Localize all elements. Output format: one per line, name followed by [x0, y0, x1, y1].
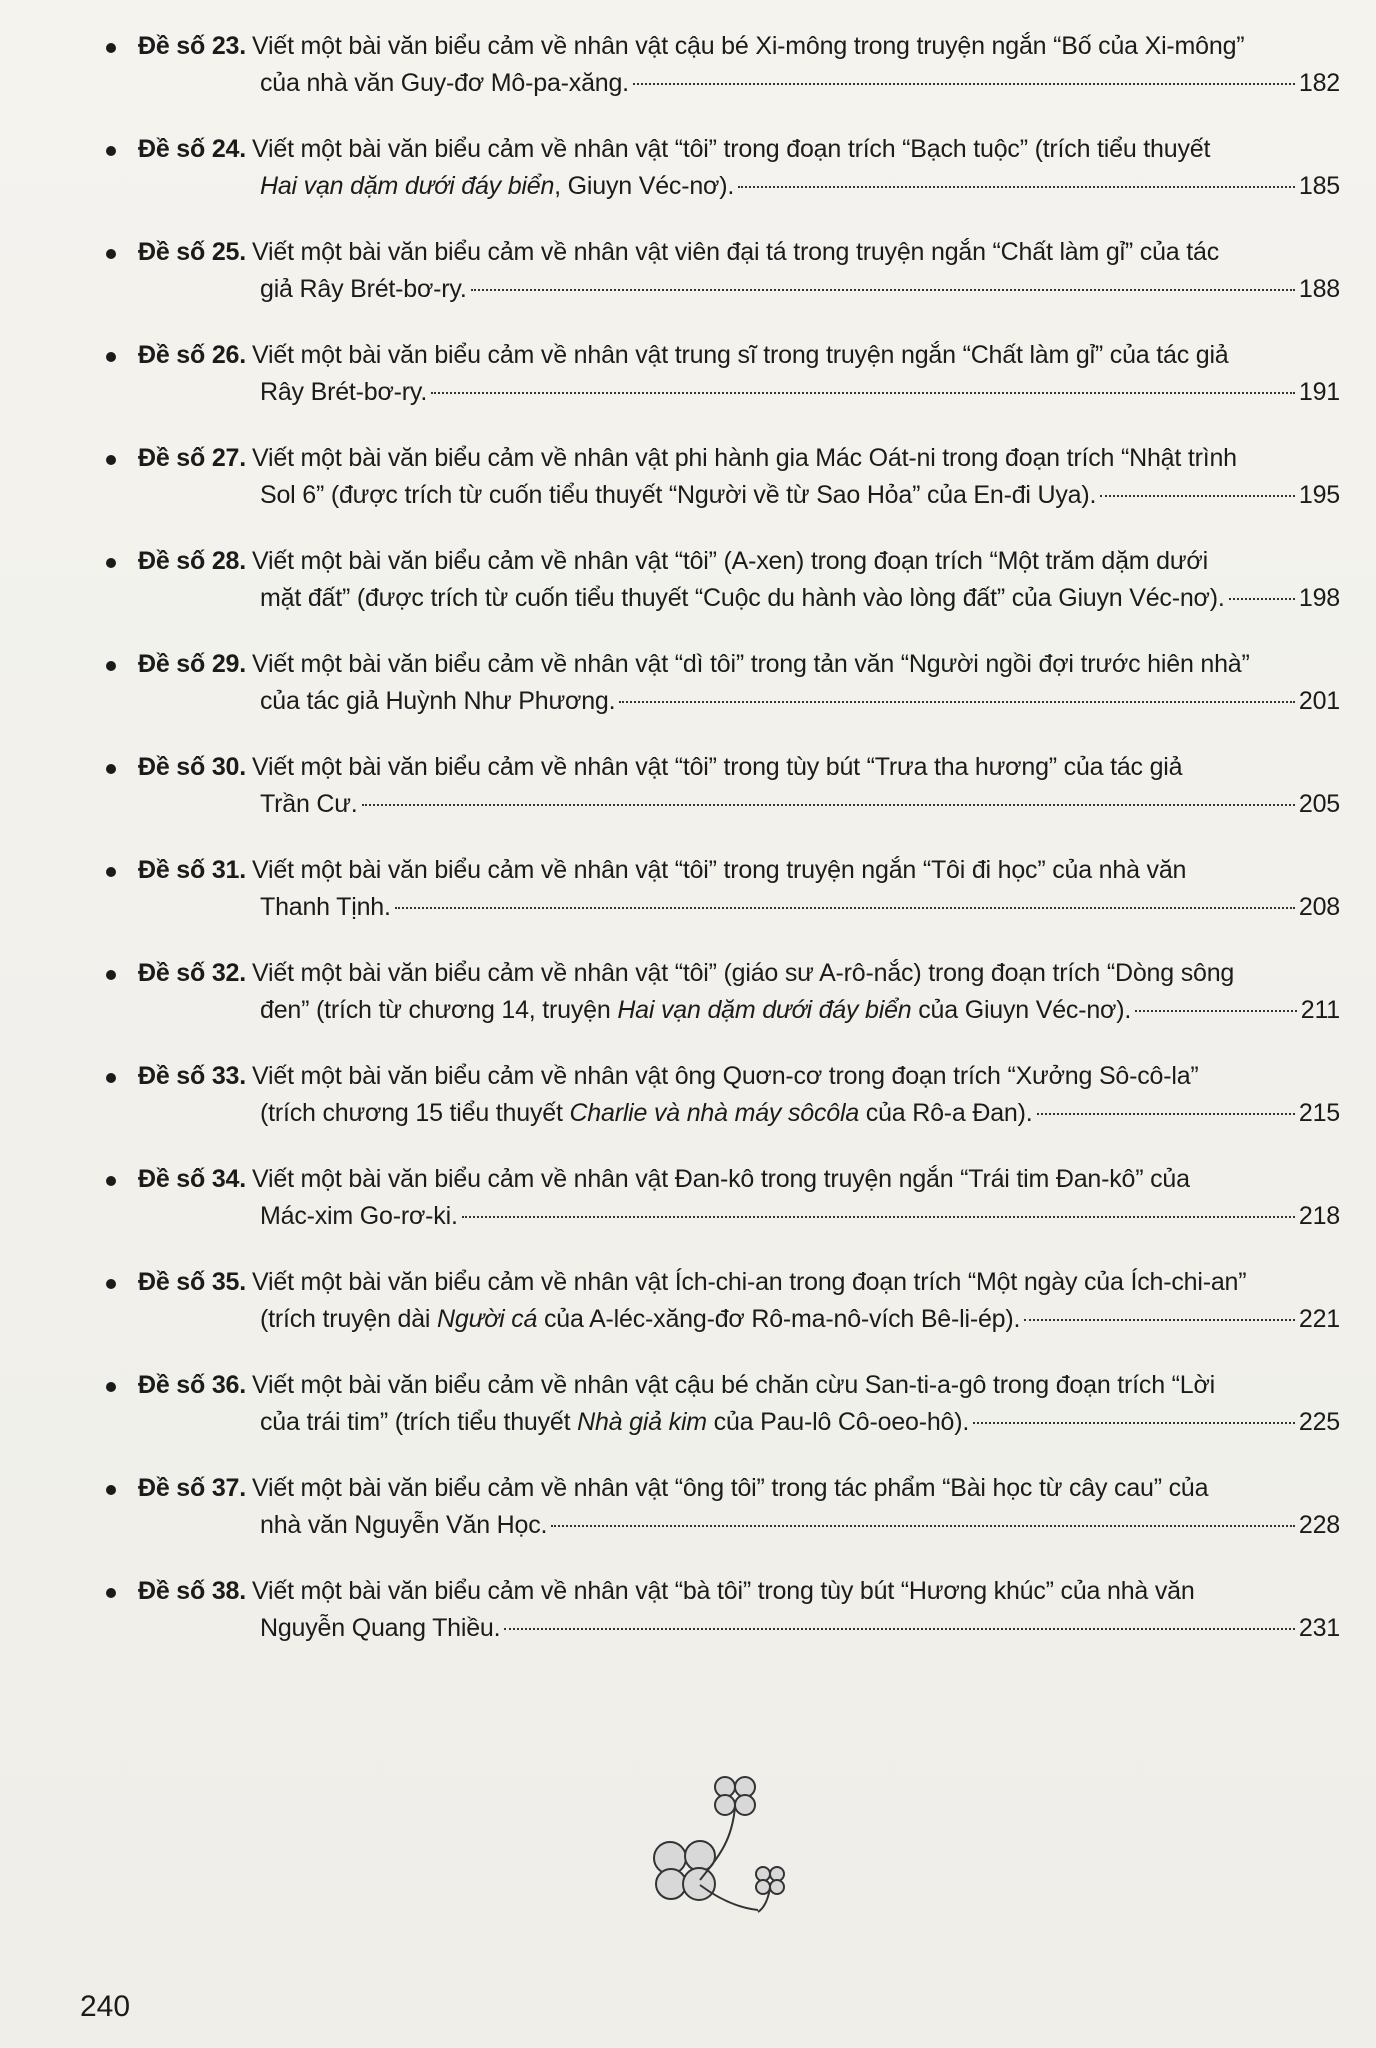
entry-continuation-pre: mặt đất” (được trích từ cuốn tiểu thuyết “Cuộc du hành vào lòng đất” của Giuyn Véc-nơ).: [260, 584, 1225, 612]
entry-page-number: 191: [1298, 378, 1340, 406]
entry-text: Viết một bài văn biểu cảm về nhân vật Ích-chi-an trong đoạn trích “Một ngày của Ích-chi-an”: [251, 1268, 1247, 1296]
entry-continuation: [260, 580, 1225, 617]
entry-title-line: [138, 543, 1340, 580]
entry-label: Đề số 23.: [138, 32, 246, 60]
entry-label: Đề số 26.: [138, 341, 246, 369]
entry-continuation: [260, 786, 358, 823]
entry-text: Viết một bài văn biểu cảm về nhân vật “dì tôi” trong tản văn “Người ngồi đợi trước hiên nhà”: [251, 650, 1250, 678]
entry-continuation-pre: (trích truyện dài: [260, 1305, 438, 1333]
toc-entry: [100, 543, 1340, 617]
entry-title-line: [138, 646, 1340, 683]
entry-work-title: Người cá: [437, 1305, 538, 1333]
entry-continuation-pre: Nguyễn Quang Thiều.: [260, 1614, 501, 1642]
dot-leader: [504, 1628, 1295, 1630]
toc-entry: [100, 234, 1340, 308]
entry-continuation: [260, 683, 615, 720]
table-of-contents: [100, 28, 1340, 1676]
entry-text: Viết một bài văn biểu cảm về nhân vật cậu bé chăn cừu San-ti-a-gô trong đoạn trích “Lời: [251, 1371, 1216, 1399]
bullet-icon: [106, 764, 116, 774]
entry-continuation-line: [138, 1095, 1340, 1132]
entry-continuation: [260, 65, 629, 102]
entry-page-number: 225: [1298, 1408, 1340, 1436]
toc-entry: [100, 337, 1340, 411]
dot-leader: [431, 392, 1295, 394]
entry-title-line: [138, 440, 1340, 477]
entry-page-number: 208: [1298, 893, 1340, 921]
bullet-icon: [106, 867, 116, 877]
entry-continuation-line: [138, 374, 1340, 411]
entry-label: Đề số 38.: [138, 1577, 246, 1605]
entry-continuation-line: [138, 889, 1340, 926]
entry-continuation-line: [138, 1610, 1340, 1647]
entry-label: Đề số 34.: [138, 1165, 246, 1193]
entry-text: Viết một bài văn biểu cảm về nhân vật “ông tôi” trong tác phẩm “Bài học từ cây cau” của: [251, 1474, 1209, 1502]
entry-page-number: 195: [1298, 481, 1340, 509]
entry-continuation-pre: của nhà văn Guy-đơ Mô-pa-xăng.: [260, 69, 629, 97]
entry-continuation-pre: Trần Cư.: [260, 790, 358, 818]
entry-continuation-line: [138, 683, 1340, 720]
bullet-icon: [106, 43, 116, 53]
entry-continuation-post: , Giuyn Véc-nơ).: [554, 172, 735, 200]
bullet-icon: [106, 352, 116, 362]
entry-title-line: [138, 1161, 1340, 1198]
entry-page-number: 218: [1298, 1202, 1340, 1230]
entry-continuation-pre: (trích chương 15 tiểu thuyết: [260, 1099, 570, 1127]
entry-label: Đề số 35.: [138, 1268, 246, 1296]
entry-page-number: 182: [1298, 69, 1340, 97]
dot-leader: [1037, 1113, 1295, 1115]
dot-leader: [738, 186, 1295, 188]
entry-continuation-line: [138, 65, 1340, 102]
entry-label: Đề số 33.: [138, 1062, 246, 1090]
entry-continuation: [260, 271, 467, 308]
toc-entry: [100, 1470, 1340, 1544]
entry-text: Viết một bài văn biểu cảm về nhân vật trung sĩ trong truyện ngắn “Chất làm gỉ” của tác giả: [251, 341, 1229, 369]
entry-title-line: [138, 1367, 1340, 1404]
entry-title-line: [138, 852, 1340, 889]
entry-continuation-pre: Rây Brét-bơ-ry.: [260, 378, 428, 406]
entry-title-line: [138, 749, 1340, 786]
entry-continuation-line: [138, 1198, 1340, 1235]
entry-page-number: 185: [1298, 172, 1340, 200]
toc-entry: [100, 852, 1340, 926]
entry-continuation-line: [138, 477, 1340, 514]
dot-leader: [973, 1422, 1295, 1424]
entry-continuation-post: của A-léc-xăng-đơ Rô-ma-nô-vích Bê-li-ép).: [537, 1305, 1021, 1333]
toc-entry: [100, 955, 1340, 1029]
entry-continuation-pre: của tác giả Huỳnh Như Phương.: [260, 687, 616, 715]
dot-leader: [471, 289, 1295, 291]
entry-continuation: [260, 477, 1096, 514]
entry-work-title: Nhà giả kim: [577, 1408, 707, 1436]
entry-continuation-pre: Sol 6” (được trích từ cuốn tiểu thuyết “Người về từ Sao Hỏa” của En-đi Uya).: [260, 481, 1097, 509]
entry-continuation-line: [138, 580, 1340, 617]
entry-page-number: 221: [1298, 1305, 1340, 1333]
entry-label: Đề số 29.: [138, 650, 246, 678]
dot-leader: [1100, 495, 1295, 497]
entry-continuation: [260, 1095, 1033, 1132]
bullet-icon: [106, 1073, 116, 1083]
clover-icon: [640, 1760, 820, 1930]
entry-continuation-pre: đen” (trích từ chương 14, truyện: [260, 996, 618, 1024]
entry-continuation-pre: giả Rây Brét-bơ-ry.: [260, 275, 467, 303]
toc-entry: [100, 1161, 1340, 1235]
dot-leader: [551, 1525, 1295, 1527]
entry-continuation-post: của Rô-a Đan).: [859, 1099, 1033, 1127]
entry-continuation: [260, 1404, 969, 1441]
page-number: 240: [80, 1990, 131, 2023]
dot-leader: [1135, 1010, 1297, 1012]
entry-page-number: 201: [1298, 687, 1340, 715]
bullet-icon: [106, 455, 116, 465]
bullet-icon: [106, 558, 116, 568]
entry-continuation-post: của Pau-lô Cô-oeo-hô).: [706, 1408, 970, 1436]
entry-page-number: 188: [1298, 275, 1340, 303]
entry-title-line: [138, 955, 1340, 992]
entry-continuation: [260, 1507, 547, 1544]
entry-continuation: [260, 1610, 500, 1647]
toc-entry: [100, 749, 1340, 823]
bullet-icon: [106, 146, 116, 156]
toc-entry: [100, 646, 1340, 720]
entry-label: Đề số 37.: [138, 1474, 246, 1502]
entry-title-line: [138, 1470, 1340, 1507]
entry-title-line: [138, 337, 1340, 374]
entry-work-title: Charlie và nhà máy sôcôla: [569, 1099, 860, 1127]
entry-text: Viết một bài văn biểu cảm về nhân vật “tôi” (A-xen) trong đoạn trích “Một trăm dặm dưới: [251, 547, 1208, 575]
entry-label: Đề số 32.: [138, 959, 246, 987]
toc-entry: [100, 1367, 1340, 1441]
entry-text: Viết một bài văn biểu cảm về nhân vật ông Quơn-cơ trong đoạn trích “Xưởng Sô-cô-la”: [251, 1062, 1199, 1090]
entry-label: Đề số 30.: [138, 753, 246, 781]
entry-continuation: [260, 374, 427, 411]
dot-leader: [395, 907, 1295, 909]
entry-continuation-line: [138, 168, 1340, 205]
entry-continuation-pre: của trái tim” (trích tiểu thuyết: [260, 1408, 578, 1436]
bullet-icon: [106, 1382, 116, 1392]
entry-continuation-line: [138, 786, 1340, 823]
entry-text: Viết một bài văn biểu cảm về nhân vật cậu bé Xi-mông trong truyện ngắn “Bố của Xi-mông”: [251, 32, 1245, 60]
entry-continuation-line: [138, 992, 1340, 1029]
entry-continuation: [260, 1198, 458, 1235]
entry-continuation: [260, 992, 1131, 1029]
entry-label: Đề số 25.: [138, 238, 246, 266]
dot-leader: [619, 701, 1295, 703]
dot-leader: [1229, 598, 1295, 600]
entry-continuation: [260, 889, 391, 926]
entry-continuation-line: [138, 1301, 1340, 1338]
entry-page-number: 231: [1298, 1614, 1340, 1642]
entry-text: Viết một bài văn biểu cảm về nhân vật “tôi” trong truyện ngắn “Tôi đi học” của nhà văn: [251, 856, 1187, 884]
bullet-icon: [106, 249, 116, 259]
entry-label: Đề số 36.: [138, 1371, 246, 1399]
entry-text: Viết một bài văn biểu cảm về nhân vật “bà tôi” trong tùy bút “Hương khúc” của nhà văn: [251, 1577, 1195, 1605]
toc-entry: [100, 440, 1340, 514]
entry-work-title: Hai vạn dặm dưới đáy biển: [617, 996, 912, 1024]
toc-entry: [100, 1264, 1340, 1338]
entry-text: Viết một bài văn biểu cảm về nhân vật “tôi” trong đoạn trích “Bạch tuộc” (trích tiểu thuyết: [251, 135, 1211, 163]
bullet-icon: [106, 1485, 116, 1495]
entry-continuation: [260, 168, 734, 205]
bullet-icon: [106, 661, 116, 671]
bullet-icon: [106, 1176, 116, 1186]
entry-continuation-post: của Giuyn Véc-nơ).: [911, 996, 1132, 1024]
entry-label: Đề số 24.: [138, 135, 246, 163]
entry-page-number: 215: [1298, 1099, 1340, 1127]
entry-page-number: 205: [1298, 790, 1340, 818]
entry-title-line: [138, 1058, 1340, 1095]
entry-title-line: [138, 28, 1340, 65]
entry-text: Viết một bài văn biểu cảm về nhân vật viên đại tá trong truyện ngắn “Chất làm gỉ” của tác: [251, 238, 1219, 266]
dot-leader: [633, 83, 1295, 85]
bullet-icon: [106, 1588, 116, 1598]
toc-entry: [100, 1573, 1340, 1647]
entry-text: Viết một bài văn biểu cảm về nhân vật “tôi” (giáo sư A-rô-nắc) trong đoạn trích “Dòng sông: [251, 959, 1235, 987]
entry-work-title: Hai vạn dặm dưới đáy biển: [260, 172, 555, 200]
entry-continuation-line: [138, 1404, 1340, 1441]
entry-continuation-line: [138, 271, 1340, 308]
entry-page-number: 228: [1298, 1511, 1340, 1539]
entry-continuation-line: [138, 1507, 1340, 1544]
entry-title-line: [138, 234, 1340, 271]
toc-entry: [100, 28, 1340, 102]
entry-title-line: [138, 131, 1340, 168]
entry-text: Viết một bài văn biểu cảm về nhân vật Đan-kô trong truyện ngắn “Trái tim Đan-kô” của: [251, 1165, 1190, 1193]
entry-continuation-pre: Mác-xim Go-rơ-ki.: [260, 1202, 458, 1230]
entry-text: Viết một bài văn biểu cảm về nhân vật “tôi” trong tùy bút “Trưa tha hương” của tác giả: [251, 753, 1183, 781]
entry-label: Đề số 28.: [138, 547, 246, 575]
bullet-icon: [106, 1279, 116, 1289]
dot-leader: [462, 1216, 1295, 1218]
entry-label: Đề số 31.: [138, 856, 246, 884]
toc-entry: [100, 1058, 1340, 1132]
entry-text: Viết một bài văn biểu cảm về nhân vật phi hành gia Mác Oát-ni trong đoạn trích “Nhật trình: [251, 444, 1237, 472]
bullet-icon: [106, 970, 116, 980]
entry-page-number: 211: [1300, 996, 1340, 1024]
entry-continuation: [260, 1301, 1020, 1338]
entry-continuation-pre: nhà văn Nguyễn Văn Học.: [260, 1511, 548, 1539]
entry-page-number: 198: [1298, 584, 1340, 612]
dot-leader: [362, 804, 1295, 806]
dot-leader: [1024, 1319, 1295, 1321]
entry-label: Đề số 27.: [138, 444, 246, 472]
entry-title-line: [138, 1573, 1340, 1610]
entry-title-line: [138, 1264, 1340, 1301]
toc-entry: [100, 131, 1340, 205]
entry-continuation-pre: Thanh Tịnh.: [260, 893, 391, 921]
